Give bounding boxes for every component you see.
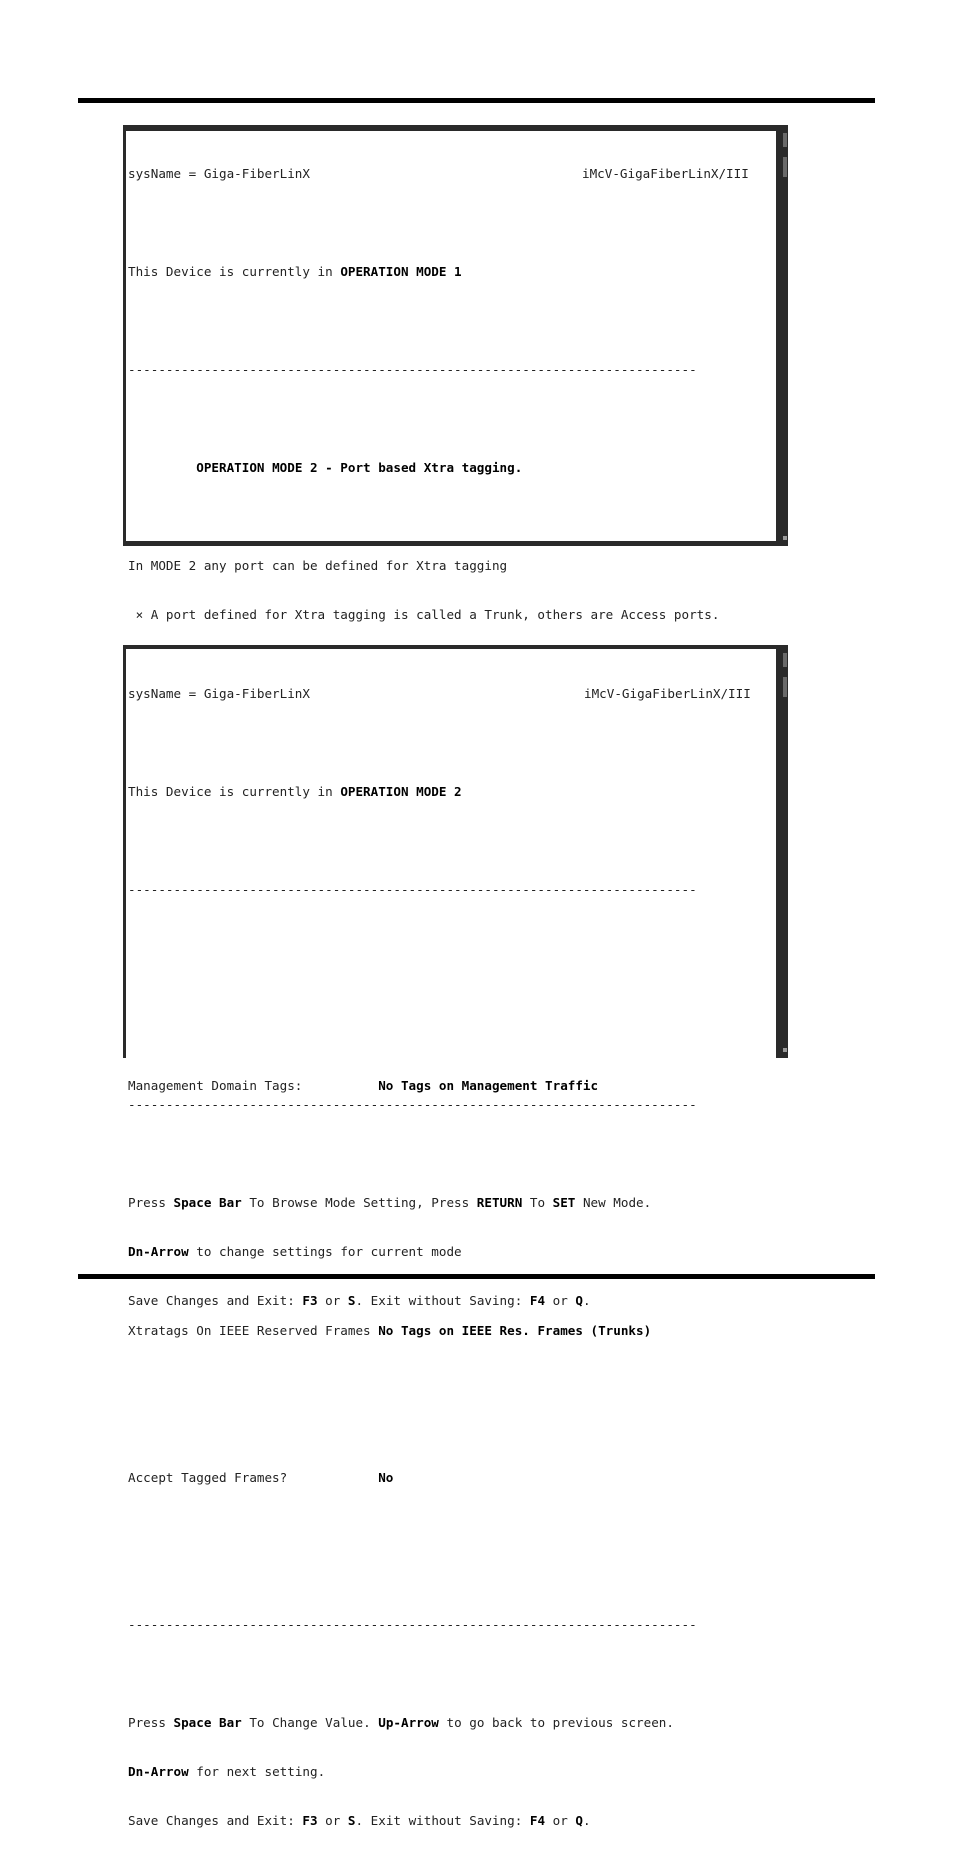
product-name: iMcV-GigaFiberLinX/III (582, 165, 749, 181)
status-line (128, 784, 776, 800)
header-line (128, 166, 776, 182)
setting-label: Management Domain Tags: (128, 1077, 379, 1093)
separator: --------------------------------------------------------------------------- (128, 1617, 697, 1633)
setting-label: Accept Tagged Frames? (128, 1470, 379, 1486)
scroll-down-arrow-icon[interactable] (783, 536, 787, 540)
scroll-up-arrow-icon[interactable] (783, 653, 787, 667)
scroll-down-arrow-icon[interactable] (783, 1048, 787, 1052)
footer-help-line-3: Save Changes and Exit: F3 or S. Exit without Saving: F4 or Q. (128, 1813, 591, 1829)
status-prefix: This Device is currently in (128, 263, 341, 279)
key-dn-arrow: Dn-Arrow (128, 1244, 189, 1260)
setting-value[interactable]: No (378, 1470, 394, 1486)
setting-row-management-domain-tags[interactable] (128, 1078, 776, 1094)
separator: --------------------------------------------------------------------------- (128, 1097, 697, 1113)
header-line (128, 686, 776, 702)
sysname-label: sysName = Giga-FiberLinX (128, 165, 310, 181)
mode-intro: In MODE 2 any port can be defined for Xtra tagging (128, 557, 508, 573)
key-f4: F4 (529, 1813, 546, 1829)
key-space-bar: Space Bar (173, 1715, 242, 1731)
key-dn-arrow: Dn-Arrow (128, 1764, 189, 1780)
terminal-scrollbar[interactable] (780, 125, 788, 546)
footer-help-line-1: Press Space Bar To Browse Mode Setting, Press RETURN To SET New Mode. (128, 1195, 652, 1211)
current-mode: OPERATION MODE 2 (340, 783, 462, 799)
product-name: iMcV-GigaFiberLinX/III (584, 685, 751, 701)
footer-help-line-1: Press Space Bar To Change Value. Up-Arrow to go back to previous screen. (128, 1715, 674, 1731)
mode-heading-line (128, 460, 776, 476)
key-f3: F3 (302, 1813, 318, 1829)
separator: --------------------------------------------------------------------------- (128, 881, 697, 897)
page-top-rule (78, 98, 875, 103)
sysname-label: sysName = Giga-FiberLinX (128, 685, 310, 701)
key-space-bar: Space Bar (173, 1195, 242, 1211)
setting-row-accept-tagged-frames[interactable] (128, 1470, 776, 1486)
key-f3: F3 (302, 1293, 318, 1309)
key-q: Q (575, 1813, 583, 1829)
key-s: S (347, 1813, 356, 1829)
current-mode: OPERATION MODE 1 (340, 263, 462, 279)
setting-value[interactable]: No Tags on Management Traffic (378, 1077, 599, 1093)
scroll-thumb[interactable] (783, 677, 787, 697)
mode-heading: OPERATION MODE 2 - Port based Xtra tagging. (196, 459, 523, 475)
footer-help-line-2: Dn-Arrow to change settings for current mode (128, 1244, 462, 1260)
key-up-arrow: Up-Arrow (378, 1715, 439, 1731)
key-f4: F4 (529, 1293, 546, 1309)
key-return: RETURN (476, 1195, 523, 1211)
key-q: Q (575, 1293, 583, 1309)
scroll-thumb[interactable] (783, 157, 787, 177)
page-bottom-rule (78, 1274, 875, 1279)
bullet-item: × A port defined for Xtra tagging is called a Trunk, others are Access ports. (128, 606, 720, 622)
setting-label: Xtratags On IEEE Reserved Frames (128, 1323, 379, 1339)
scroll-up-arrow-icon[interactable] (783, 133, 787, 147)
status-line (128, 264, 776, 280)
footer-help-line-3: Save Changes and Exit: F3 or S. Exit without Saving: F4 or Q. (128, 1293, 591, 1309)
key-s: S (347, 1293, 356, 1309)
setting-value[interactable]: No Tags on IEEE Res. Frames (Trunks) (378, 1323, 652, 1339)
setting-row-xtratags-ieee[interactable] (128, 1323, 776, 1339)
footer-help-line-2: Dn-Arrow for next setting. (128, 1764, 326, 1780)
status-prefix: This Device is currently in (128, 783, 341, 799)
key-set: SET (552, 1195, 576, 1211)
separator: --------------------------------------------------------------------------- (128, 361, 697, 377)
terminal-scrollbar[interactable] (780, 645, 788, 1058)
